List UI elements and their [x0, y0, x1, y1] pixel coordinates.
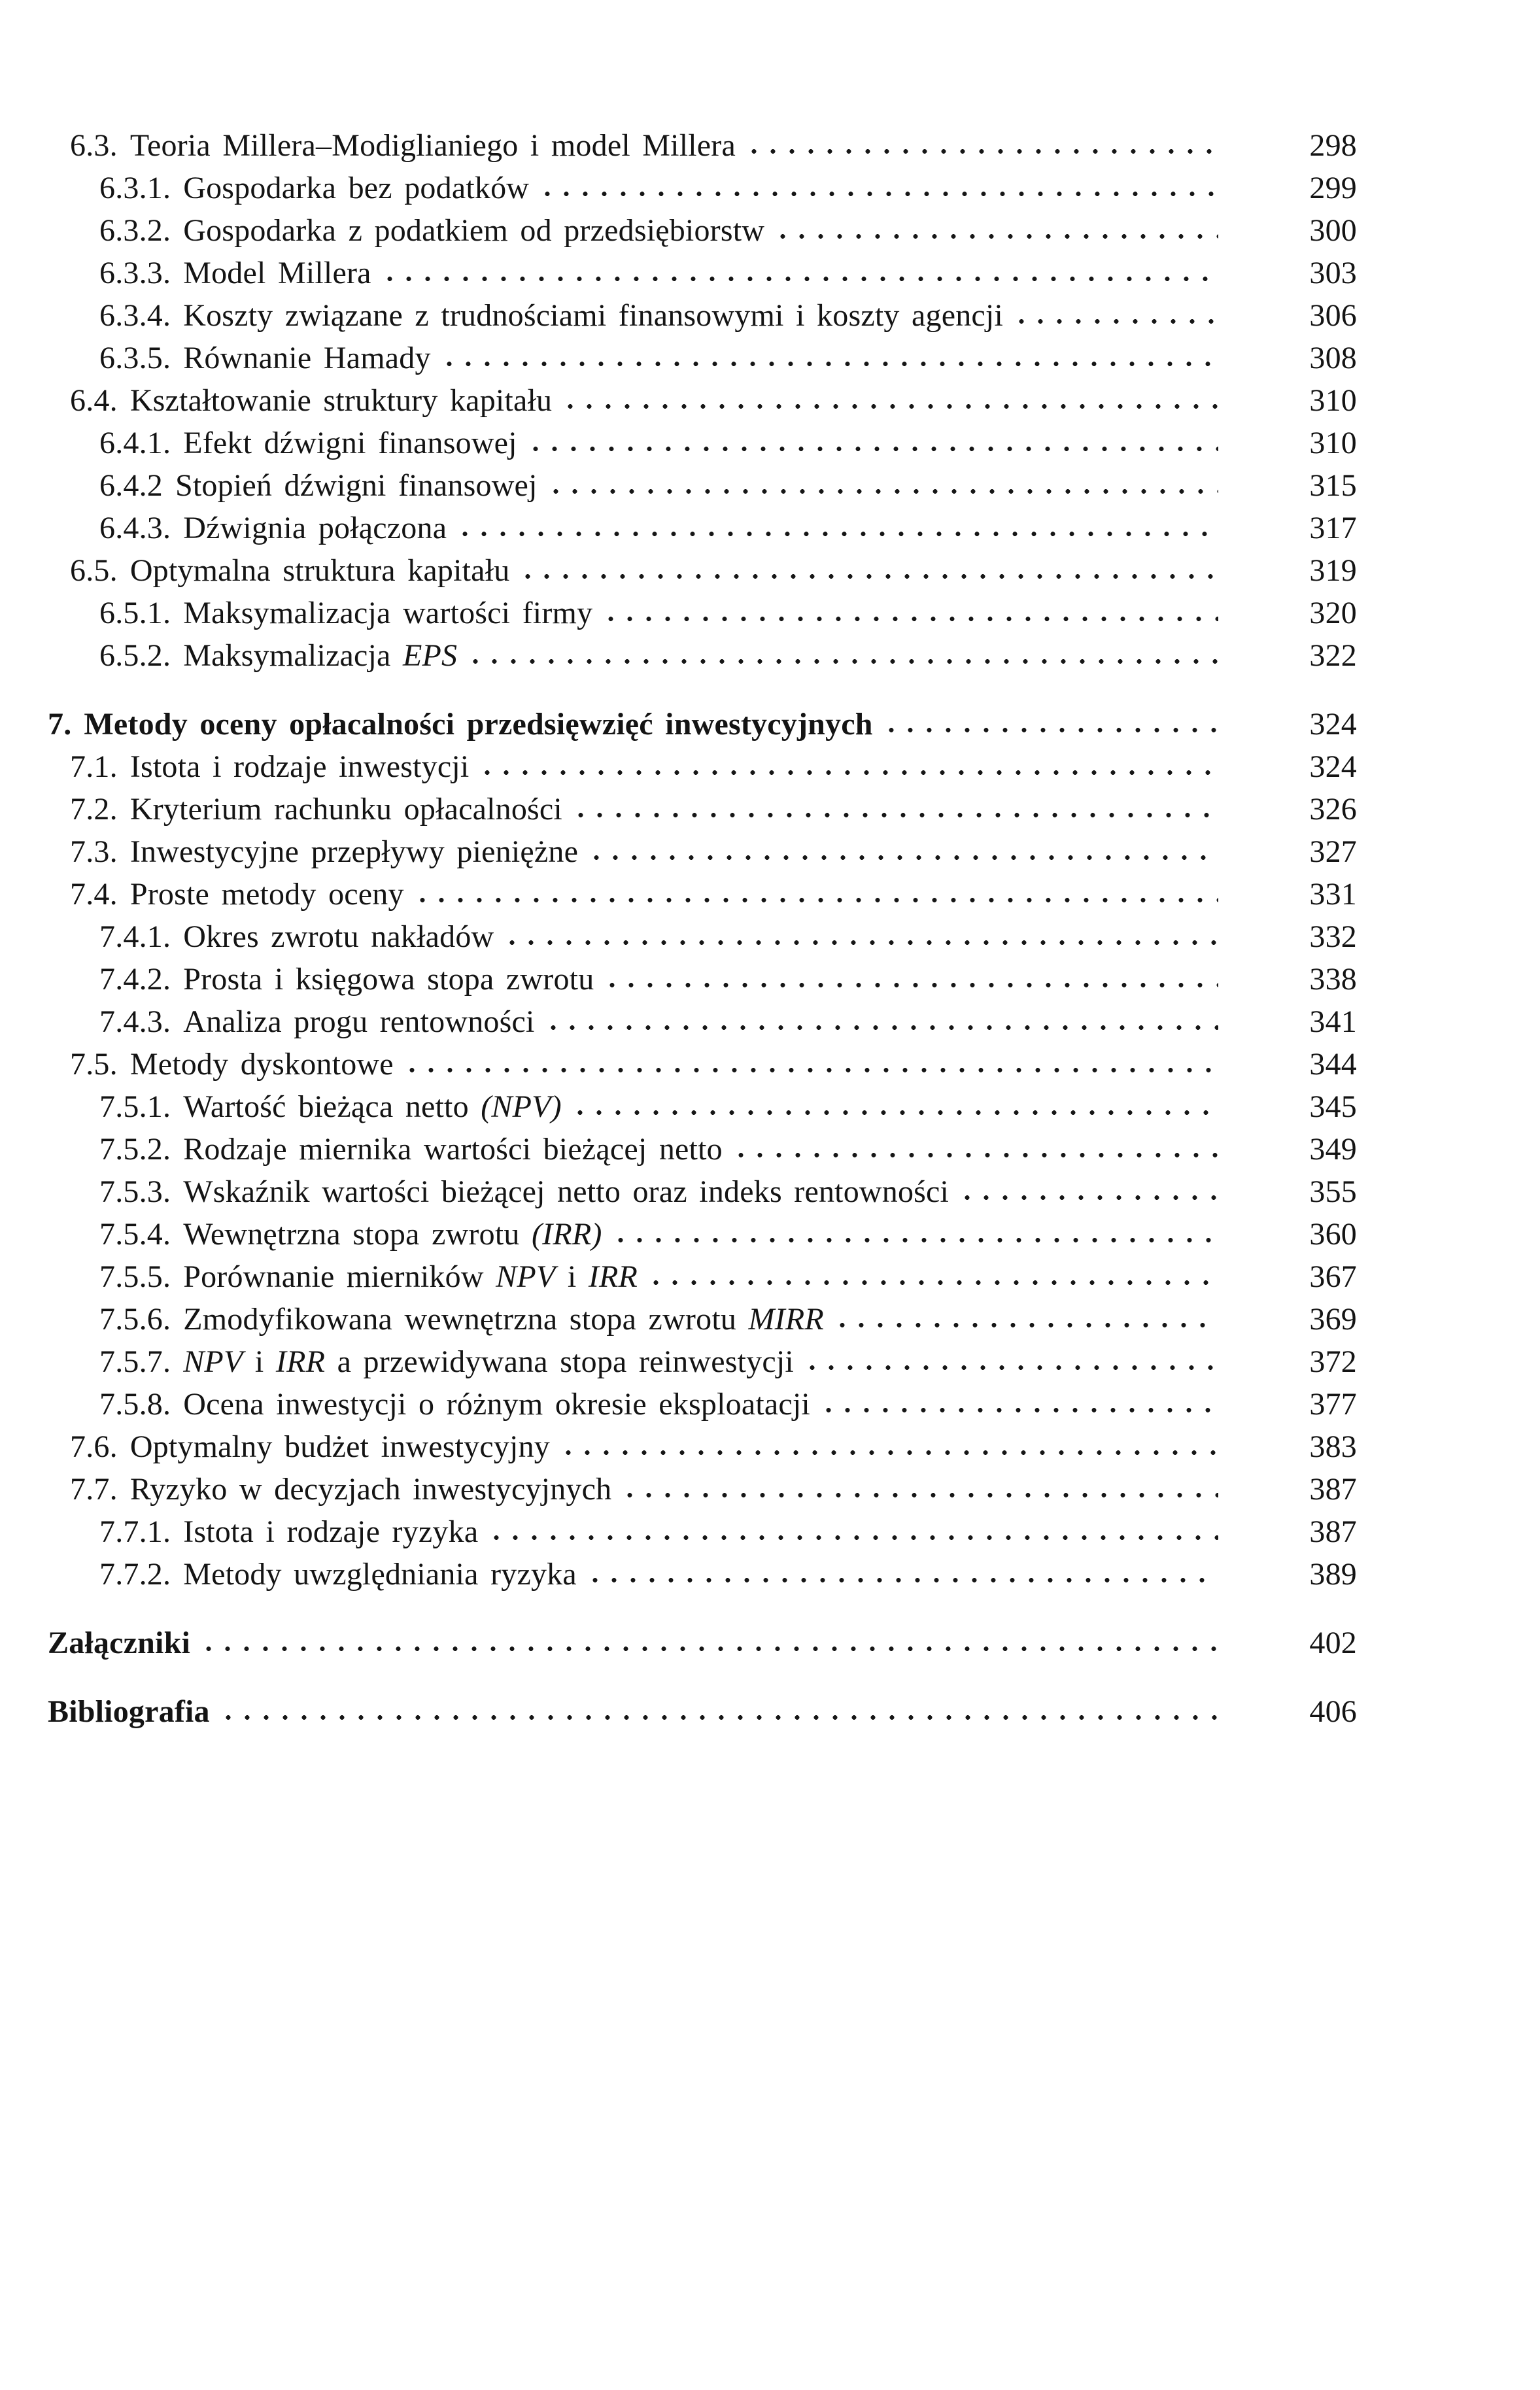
- toc-entry-page: 326: [1309, 792, 1357, 827]
- toc-entry: [48, 1468, 1357, 1511]
- toc-entry-title-segment: IRR: [275, 1344, 326, 1379]
- toc-entry-title: [183, 1553, 577, 1596]
- toc-entry-title: [183, 294, 1003, 337]
- dot-leader: [494, 1535, 1218, 1541]
- dot-leader: [608, 616, 1218, 622]
- toc-entry: [48, 337, 1357, 379]
- toc-entry: [48, 1425, 1357, 1468]
- toc-entry-page: 320: [1309, 596, 1357, 630]
- toc-entry-title: [183, 1298, 824, 1340]
- dot-leader: [618, 1237, 1218, 1243]
- toc-entry: [48, 1128, 1357, 1170]
- toc-entry-title: [183, 422, 517, 464]
- dot-leader: [409, 1067, 1218, 1073]
- toc-entry-title-segment: Wskaźnik wartości bieżącej netto oraz indeks rentowności: [183, 1174, 950, 1209]
- toc-entry-title-segment: Dźwignia połączona: [183, 511, 447, 545]
- dot-leader: [566, 1450, 1218, 1456]
- toc-entry-title-segment: Ryzyko w decyzjach inwestycyjnych: [129, 1472, 612, 1507]
- dot-leader: [447, 361, 1218, 367]
- toc-entry-title-segment: Kształtowanie struktury kapitału: [129, 383, 553, 418]
- toc-entry-number: 7.4.3.: [99, 1004, 171, 1039]
- toc-entry-number: 7.3.: [70, 834, 118, 869]
- dot-leader: [738, 1152, 1218, 1158]
- toc-entry-title: [130, 379, 552, 422]
- toc-entry-title: [183, 1170, 949, 1213]
- toc-entry-page: 387: [1309, 1514, 1357, 1549]
- toc-entry-page: 372: [1309, 1344, 1357, 1379]
- toc-entry: [48, 1298, 1357, 1340]
- dot-leader: [826, 1407, 1218, 1413]
- toc-entry-page: 315: [1309, 468, 1357, 503]
- dot-leader: [1019, 318, 1218, 324]
- dot-leader: [553, 488, 1218, 494]
- toc-entry-title: [130, 745, 470, 788]
- toc-entry-title-segment: EPS: [402, 638, 458, 673]
- toc-entry-title-segment: i: [555, 1259, 589, 1294]
- toc-entry-title: [183, 252, 371, 294]
- toc-entry-number: 6.5.: [70, 553, 118, 588]
- toc-entry-number: 6.3.: [70, 128, 118, 163]
- toc-entry-title-segment: Zmodyfikowana wewnętrzna stopa zwrotu: [183, 1302, 749, 1337]
- toc-entry: [48, 1553, 1357, 1596]
- toc-entry: [48, 788, 1357, 830]
- toc-entry: [48, 873, 1357, 915]
- toc-entry-title: [183, 1000, 534, 1043]
- toc-entry-title-segment: Istota i rodzaje inwestycji: [129, 749, 470, 784]
- toc-entry-page: 324: [1309, 707, 1357, 742]
- toc-entry-number: 7.5.: [70, 1047, 118, 1082]
- toc-entry-page: 306: [1309, 298, 1357, 333]
- toc-entry: [48, 209, 1357, 252]
- toc-entry: [48, 1690, 1357, 1733]
- toc-entry-title-segment: Koszty związane z trudnościami finansowymi i koszty agencji: [183, 298, 1003, 333]
- dot-leader: [551, 1025, 1218, 1031]
- toc-entry-page: 338: [1309, 962, 1357, 997]
- toc-entry-title-segment: Metody dyskontowe: [129, 1047, 394, 1082]
- dot-leader: [226, 1715, 1218, 1720]
- toc-entry-title-segment: Maksymalizacja wartości firmy: [183, 596, 593, 630]
- toc-entry-page: 332: [1309, 919, 1357, 954]
- toc-entry-title: [130, 873, 404, 915]
- toc-entry-number: 7.5.5.: [99, 1259, 171, 1294]
- toc-entry-number: 7.: [48, 707, 72, 742]
- toc-entry-title-segment: Prosta i księgowa stopa zwrotu: [183, 962, 594, 997]
- toc-entry-page: 331: [1309, 877, 1357, 912]
- toc-entry-title-segment: Inwestycyjne przepływy pieniężne: [129, 834, 579, 869]
- toc-entry: [48, 830, 1357, 873]
- toc-entry: [48, 1043, 1357, 1085]
- toc-entry: [48, 592, 1357, 634]
- toc-entry-title-segment: Gospodarka bez podatków: [183, 171, 530, 205]
- dot-leader: [609, 982, 1218, 988]
- dot-leader: [592, 1577, 1218, 1583]
- toc-entry-title-segment: Kryterium rachunku opłacalności: [129, 792, 562, 827]
- toc-entry-number: 7.5.7.: [99, 1344, 171, 1379]
- toc-entry-number: 7.5.1.: [99, 1089, 171, 1124]
- toc-entry-title-segment: Maksymalizacja: [183, 638, 403, 673]
- dot-leader: [889, 727, 1218, 733]
- toc-entry-title: [130, 1043, 394, 1085]
- toc-entry-title-segment: Optymalny budżet inwestycyjny: [129, 1429, 550, 1464]
- toc-entry-page: 344: [1309, 1047, 1357, 1082]
- toc-entry-title: [130, 124, 736, 167]
- toc-entry-title-segment: Porównanie mierników: [183, 1259, 496, 1294]
- toc-entry-page: 369: [1309, 1302, 1357, 1337]
- toc-entry-page: 310: [1309, 426, 1357, 460]
- toc-entry-title-segment: Stopień dźwigni finansowej: [175, 468, 538, 503]
- toc-entry-number: 7.4.2.: [99, 962, 171, 997]
- toc-entry-title: [130, 549, 510, 592]
- dot-leader: [594, 855, 1218, 861]
- toc-entry-number: 6.4.3.: [99, 511, 171, 545]
- toc-entry-title-segment: Okres zwrotu nakładów: [183, 919, 494, 954]
- toc-entry-page: 303: [1309, 256, 1357, 290]
- toc-entry: [48, 1170, 1357, 1213]
- toc-entry-page: 310: [1309, 383, 1357, 418]
- toc-entry-title: [84, 703, 872, 745]
- toc-entry: [48, 252, 1357, 294]
- dot-leader: [568, 403, 1218, 409]
- toc-entry-title: [48, 1690, 210, 1733]
- toc-entry-title: [183, 634, 457, 677]
- toc-entry-title-segment: Metody oceny opłacalności przedsięwzięć inwestycyjnych: [84, 707, 873, 742]
- toc-entry-page: 367: [1309, 1259, 1357, 1294]
- toc-entry-page: 308: [1309, 341, 1357, 375]
- toc-entry-number: 6.3.2.: [99, 213, 171, 248]
- toc-entry-title: [183, 1511, 478, 1553]
- toc-entry-title-segment: (NPV): [481, 1089, 562, 1124]
- toc-entry-title-segment: Optymalna struktura kapitału: [129, 553, 510, 588]
- toc-entry-page: 345: [1309, 1089, 1357, 1124]
- toc-entry-title-segment: NPV: [496, 1259, 556, 1294]
- dot-leader: [965, 1195, 1218, 1201]
- dot-leader: [627, 1492, 1218, 1498]
- toc-entry-number: 6.5.1.: [99, 596, 171, 630]
- toc-entry: [48, 958, 1357, 1000]
- toc-entry: [48, 507, 1357, 549]
- toc-entry-number: 7.5.3.: [99, 1174, 171, 1209]
- toc-entry-title: [183, 1255, 638, 1298]
- toc-entry-title-segment: NPV: [183, 1344, 243, 1379]
- toc-entry-page: 324: [1309, 749, 1357, 784]
- dot-leader: [545, 191, 1218, 197]
- toc-entry-title: [183, 167, 529, 209]
- toc-entry-page: 319: [1309, 553, 1357, 588]
- toc-entry-title-segment: Wartość bieżąca netto: [183, 1089, 481, 1124]
- dot-leader: [485, 770, 1218, 776]
- toc-entry-page: 406: [1309, 1694, 1357, 1729]
- toc-entry-number: 7.5.6.: [99, 1302, 171, 1337]
- toc-entry-number: 6.5.2.: [99, 638, 171, 673]
- toc-entry-title-segment: Ocena inwestycji o różnym okresie eksploatacji: [183, 1387, 810, 1422]
- dot-leader: [533, 446, 1218, 452]
- toc-entry-title-segment: Efekt dźwigni finansowej: [183, 426, 517, 460]
- toc-entry-title: [183, 1085, 562, 1128]
- toc-entry-title: [183, 209, 764, 252]
- toc-entry: [48, 1255, 1357, 1298]
- toc-entry-page: 387: [1309, 1472, 1357, 1507]
- dot-leader: [653, 1280, 1218, 1286]
- toc-entry-number: 7.7.2.: [99, 1557, 171, 1592]
- toc-entry-number: 6.4.1.: [99, 426, 171, 460]
- toc-entry-title: [183, 337, 430, 379]
- toc-entry-title: [183, 1128, 723, 1170]
- toc-entry-number: 7.4.: [70, 877, 118, 912]
- toc-entry-title: [183, 958, 594, 1000]
- toc-entry: [48, 464, 1357, 507]
- toc-entry-number: 6.4.2: [99, 468, 163, 503]
- toc-entry-title-segment: Metody uwzględniania ryzyka: [183, 1557, 577, 1592]
- toc-entry-number: 7.1.: [70, 749, 118, 784]
- dot-leader: [525, 573, 1218, 579]
- toc-entry-title-segment: Istota i rodzaje ryzyka: [183, 1514, 479, 1549]
- toc-entry: [48, 422, 1357, 464]
- toc-entry-title-segment: MIRR: [748, 1302, 824, 1337]
- toc-entry: [48, 1383, 1357, 1425]
- dot-leader: [462, 531, 1218, 537]
- dot-leader: [387, 276, 1218, 282]
- toc-entry-page: 355: [1309, 1174, 1357, 1209]
- dot-leader: [206, 1646, 1218, 1652]
- toc-entry: [48, 124, 1357, 167]
- toc-entry-number: 7.7.1.: [99, 1514, 171, 1549]
- toc-entry-number: 7.4.1.: [99, 919, 171, 954]
- toc-entry-number: 6.3.1.: [99, 171, 171, 205]
- toc-entry-title-segment: Załączniki: [48, 1626, 191, 1660]
- toc-entry-title: [175, 464, 538, 507]
- toc-entry-number: 6.4.: [70, 383, 118, 418]
- dot-leader: [473, 658, 1218, 664]
- toc-entry-title-segment: Teoria Millera–Modiglianiego i model Millera: [129, 128, 736, 163]
- toc-entry: [48, 915, 1357, 958]
- toc-entry: [48, 1000, 1357, 1043]
- toc-entry-title: [130, 1468, 612, 1511]
- toc-entry: [48, 745, 1357, 788]
- toc-entry: [48, 1622, 1357, 1664]
- toc-entry-title: [130, 788, 562, 830]
- toc-entry-title-segment: Wewnętrzna stopa zwrotu: [183, 1217, 532, 1252]
- toc-entry: [48, 379, 1357, 422]
- toc-entry: [48, 167, 1357, 209]
- toc-entry-title-segment: i: [243, 1344, 276, 1379]
- toc-entry-page: 402: [1309, 1626, 1357, 1660]
- toc-entry-title-segment: Bibliografia: [48, 1694, 210, 1729]
- toc-entry-page: 360: [1309, 1217, 1357, 1252]
- toc-entry-title: [183, 1383, 810, 1425]
- toc-entry: [48, 549, 1357, 592]
- toc-entry-number: 7.5.4.: [99, 1217, 171, 1252]
- dot-leader: [780, 233, 1218, 239]
- toc-entry: [48, 1511, 1357, 1553]
- dot-leader: [840, 1322, 1218, 1328]
- toc-entry-title: [183, 1213, 602, 1255]
- toc-entry-page: 383: [1309, 1429, 1357, 1464]
- toc-entry-title-segment: Rodzaje miernika wartości bieżącej netto: [183, 1132, 723, 1167]
- toc-entry-number: 7.2.: [70, 792, 118, 827]
- toc-entry-title-segment: IRR: [588, 1259, 638, 1294]
- toc-entry-number: 7.5.2.: [99, 1132, 171, 1167]
- toc-entry-title: [183, 592, 592, 634]
- toc-entry-title-segment: Gospodarka z podatkiem od przedsiębiorstw: [183, 213, 765, 248]
- toc-entry-title: [183, 915, 494, 958]
- toc-entry-page: 341: [1309, 1004, 1357, 1039]
- toc-entry-page: 299: [1309, 171, 1357, 205]
- toc-entry: [48, 1085, 1357, 1128]
- toc-entry-title-segment: (IRR): [532, 1217, 602, 1252]
- dot-leader: [509, 940, 1218, 946]
- dot-leader: [420, 897, 1218, 903]
- toc-entry-page: 322: [1309, 638, 1357, 673]
- toc-entry-title-segment: Model Millera: [183, 256, 371, 290]
- dot-leader: [810, 1365, 1218, 1371]
- toc-entry: [48, 634, 1357, 677]
- dot-leader: [751, 148, 1218, 154]
- toc-entry-number: 7.7.: [70, 1472, 118, 1507]
- toc-entry-title-segment: Równanie Hamady: [183, 341, 431, 375]
- toc-entry-title-segment: Proste metody oceny: [129, 877, 404, 912]
- toc-entry-page: 377: [1309, 1387, 1357, 1422]
- toc-entry-page: 317: [1309, 511, 1357, 545]
- toc-entry-title: [130, 1425, 550, 1468]
- toc-entry-number: 6.3.5.: [99, 341, 171, 375]
- toc-entry-title-segment: Analiza progu rentowności: [183, 1004, 535, 1039]
- toc-entry-page: 298: [1309, 128, 1357, 163]
- toc-entry-page: 349: [1309, 1132, 1357, 1167]
- toc-entry-page: 300: [1309, 213, 1357, 248]
- toc-entry-number: 6.3.3.: [99, 256, 171, 290]
- toc-entry: [48, 1340, 1357, 1383]
- toc-entry-page: 327: [1309, 834, 1357, 869]
- toc-entry: [48, 294, 1357, 337]
- dot-leader: [578, 812, 1218, 818]
- toc-entry-title: [48, 1622, 190, 1664]
- toc-entry-page: 389: [1309, 1557, 1357, 1592]
- toc-entry-title-segment: a przewidywana stopa reinwestycji: [325, 1344, 794, 1379]
- toc-list: [48, 124, 1357, 1733]
- toc-entry-number: 7.6.: [70, 1429, 118, 1464]
- toc-entry-title: [183, 507, 447, 549]
- toc-entry: [48, 703, 1357, 745]
- toc-entry: [48, 1213, 1357, 1255]
- dot-leader: [577, 1110, 1218, 1116]
- toc-entry-number: 6.3.4.: [99, 298, 171, 333]
- toc-entry-number: 7.5.8.: [99, 1387, 171, 1422]
- toc-entry-title: [183, 1340, 794, 1383]
- toc-entry-title: [130, 830, 578, 873]
